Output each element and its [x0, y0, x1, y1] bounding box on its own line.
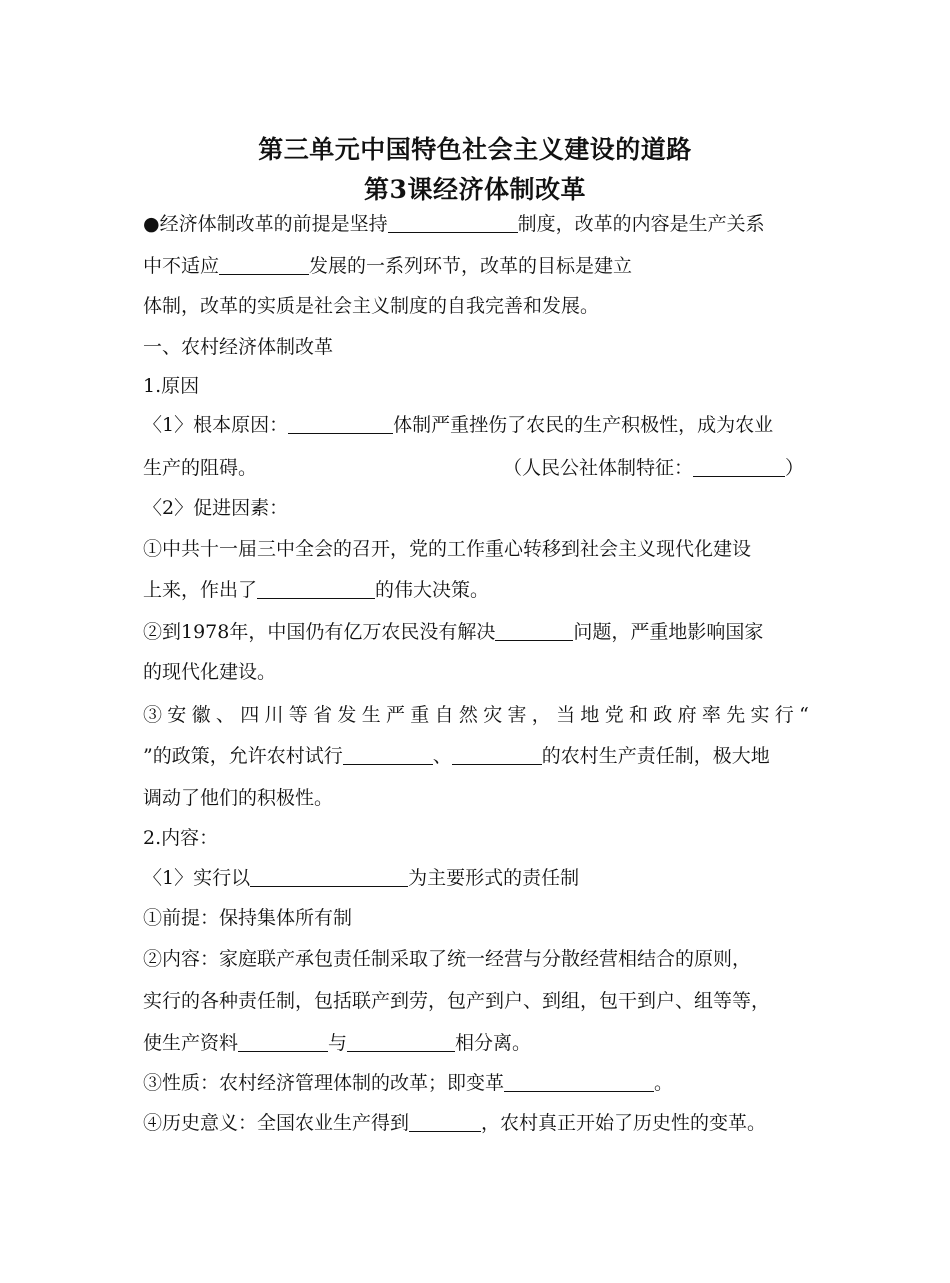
text: 〈1〉根本原因：: [143, 414, 289, 436]
fill-blank[interactable]: [452, 744, 542, 765]
text: 的伟大决策。: [375, 579, 490, 601]
cause-1-line-2: [143, 456, 808, 480]
lesson-title: 第3课经济体制改革: [364, 175, 586, 204]
text: ，农村真正开始了历史性的变革。: [481, 1112, 767, 1134]
text: 使生产资料: [143, 1032, 239, 1054]
text: 。: [654, 1072, 674, 1094]
fill-blank[interactable]: [693, 456, 785, 477]
factor-3-line-2: [143, 744, 808, 768]
text: 的农村生产责任制，极大地: [541, 745, 770, 767]
fill-blank[interactable]: [238, 1031, 328, 1052]
fill-blank[interactable]: [288, 413, 393, 434]
factor-2-line-1: [143, 620, 808, 644]
fill-blank[interactable]: [250, 866, 408, 887]
fill-blank[interactable]: [257, 578, 375, 599]
fill-blank[interactable]: [347, 1031, 455, 1052]
point-1: ①前提：保持集体所有制: [143, 907, 353, 929]
text: 上来，作出了: [143, 579, 258, 601]
text: 〈1〉实行以: [143, 867, 251, 889]
section-heading: 一、农村经济体制改革: [143, 336, 334, 358]
fill-blank[interactable]: [219, 254, 309, 275]
text: ②到1978年，中国仍有亿万农民没有解决: [143, 621, 496, 643]
intro-line-3: 体制，改革的实质是社会主义制度的自我完善和发展。: [143, 295, 600, 317]
point-3: [143, 1071, 808, 1095]
commune-feature: [503, 456, 804, 480]
unit-title: 第三单元中国特色社会主义建设的道路: [258, 135, 692, 164]
point-2-line-1: ②内容：家庭联产承包责任制采取了统一经营与分散经营相结合的原则，: [143, 948, 752, 970]
intro-line-2: [143, 254, 808, 278]
point-4: [143, 1111, 808, 1135]
text: 、: [432, 745, 452, 767]
factor-2-line-2: 的现代化建设。: [143, 661, 277, 683]
text: ”的政策，允许农村试行: [143, 745, 343, 767]
cause-2-heading: 〈2〉促进因素：: [143, 497, 289, 519]
fill-blank[interactable]: [388, 212, 518, 233]
text: 制度，改革的内容是生产关系: [517, 213, 765, 235]
text: 问题，严重地影响国家: [573, 621, 764, 643]
cause-title: 1.原因: [143, 375, 200, 397]
factor-3-line-3: 调动了他们的积极性。: [143, 787, 334, 809]
text: ④历史意义：全国农业生产得到: [143, 1112, 410, 1134]
text: ③性质：农村经济管理体制的改革；即变革: [143, 1072, 505, 1094]
intro-line-1: [143, 212, 808, 236]
content-1: [143, 866, 808, 890]
fill-blank[interactable]: [343, 744, 433, 765]
factor-1-line-2: [143, 578, 808, 602]
text: 中不适应: [143, 255, 220, 277]
factor-1-line-1: ①中共十一届三中全会的召开，党的工作重心转移到社会主义现代化建设: [143, 538, 752, 560]
text: 发展的一系列环节，改革的目标是建立: [309, 255, 633, 277]
content-title: 2.内容：: [143, 827, 219, 849]
cause-1-line-1: [143, 413, 808, 437]
text: ）: [785, 457, 805, 479]
point-2-line-3: [143, 1031, 808, 1055]
factor-3-line-1: ③安徽、四川等省发生严重自然灾害，当地党和政府率先实行“: [143, 704, 815, 726]
fill-blank[interactable]: [504, 1071, 654, 1092]
fill-blank[interactable]: [495, 620, 573, 641]
fill-blank[interactable]: [409, 1111, 481, 1132]
point-2-line-2: 实行的各种责任制，包括联产到劳，包产到户、到组，包干到户、组等等，: [143, 990, 771, 1012]
text: （人民公社体制特征：: [503, 457, 694, 479]
text: 相分离。: [455, 1032, 532, 1054]
text: 体制严重挫伤了农民的生产积极性，成为农业: [393, 414, 774, 436]
text: ●经济体制改革的前提是坚持: [143, 213, 388, 235]
text: 与: [328, 1032, 348, 1054]
text: 生产的阻碍。: [143, 457, 258, 479]
text: 为主要形式的责任制: [408, 867, 580, 889]
